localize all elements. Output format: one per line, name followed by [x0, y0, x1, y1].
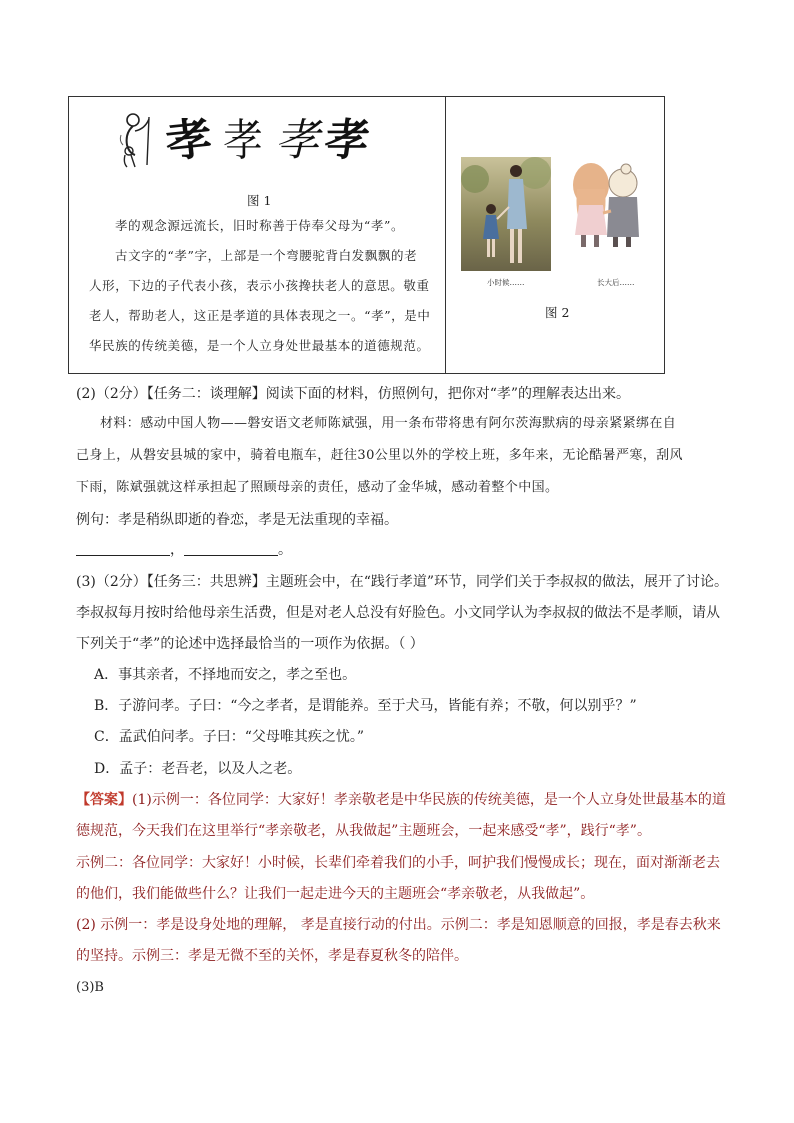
q3-option-d[interactable]: D．孟子：老吾老，以及人之老。 [94, 761, 302, 777]
answer-blank-1[interactable] [76, 541, 170, 556]
fig1-text-line-2: 古文字的“孝”字，上部是一个弯腰驼背白发飘飘的老 [115, 248, 418, 263]
q3-option-b[interactable]: B．子游问孝。子曰：“今之孝者，是谓能养。至于犬马，皆能有养；不敬，何以别乎？” [94, 698, 637, 714]
answer-2-line-2: 的坚持。示例三：孝是无微不至的关怀，孝是春夏秋冬的陪伴。 [76, 948, 468, 964]
figure-box [68, 96, 665, 374]
glyph-seal: 孝 [223, 115, 263, 166]
answer-line-1 [76, 790, 726, 810]
fig2-label-childhood: 小时候…… [487, 278, 525, 287]
mother-child-photo [461, 157, 551, 271]
figure-1-caption: 图 1 [247, 193, 272, 208]
answer-1-line-4: 的他们，我们能做些什么？让我们一起走进今天的主题班会“孝亲敬老，从我做起”。 [76, 886, 595, 902]
q2-material-line-2: 己身上，从磐安县城的家中，骑着电瓶车，赶往30公里以外的学校上班，多年来，无论酷暑严寒，刮风 [76, 448, 683, 463]
figure-2-caption: 图 2 [545, 305, 570, 320]
answer-2-line-1: (2) 示例一：孝是设身处地的理解， 孝是直接行动的付出。示例二：孝是知恩顺意的回报，孝是春去秋来 [76, 917, 721, 933]
answer-1-line-1: (1)示例一：各位同学：大家好！孝亲敬老是中华民族的传统美德，是一个人立身处世最基本的道 [132, 792, 726, 808]
answer-3: (3)B [76, 980, 104, 995]
q3-option-c[interactable]: C．孟武伯问孝。子曰：“父母唯其疾之忧。” [94, 729, 365, 745]
glyph-running: 孝 [321, 115, 373, 166]
q2-material-line-1: 材料：感动中国人物——磐安语文老师陈斌强，用一条布带将患有阿尔茨海默病的母亲紧紧绑在自 [100, 416, 677, 431]
glyph-clerical: 孝 [275, 115, 319, 166]
answer-1-line-2: 德规范，今天我们在这里举行“孝亲敬老，从我做起”主题班会，一起来感受“孝”，践行“孝”。 [76, 823, 651, 839]
fig1-text-line-5: 华民族的传统美德，是一个人立身处世最基本的道德规范。 [89, 338, 430, 353]
q2-answer-blanks [76, 540, 292, 560]
glyph-oracle: 孝 [163, 112, 215, 169]
blank-end: 。 [278, 542, 292, 558]
q2-material-line-3: 下雨，陈斌强就这样承担起了照顾母亲的责任，感动了金华城，感动着整个中国。 [76, 480, 559, 495]
q2-example: 例句：孝是稍纵即逝的眷恋，孝是无法重现的幸福。 [76, 512, 398, 528]
q3-line-2: 李叔叔每月按时给他母亲生活费，但是对老人总没有好脸色。小文同学认为李叔叔的做法不是孝顺，请从 [76, 605, 720, 621]
answer-blank-2[interactable] [184, 541, 278, 556]
elder-with-child-illustration [117, 111, 159, 169]
q3-option-a[interactable]: A．事其亲者，不择地而安之，孝之至也。 [94, 667, 357, 683]
answer-tag: 【答案】 [76, 792, 132, 808]
fig1-text-line-3: 人形，下边的子代表小孩，表示小孩搀扶老人的意思。敬重 [89, 278, 430, 293]
q3-line-1: (3)（2分）【任务三：共思辨】主题班会中，在“践行孝道”环节，同学们关于李叔叔的做法，展开了讨论。 [76, 574, 729, 590]
q2-title: (2)（2分）【任务二：谈理解】阅读下面的材料，仿照例句，把你对“孝”的理解表达出来。 [76, 386, 631, 402]
grownup-elder-cartoon [563, 155, 649, 251]
q3-line-3: 下列关于“孝”的论述中选择最恰当的一项作为依据。（ ） [76, 636, 424, 652]
fig2-label-grown-up: 长大后…… [597, 278, 635, 287]
fig1-text-line-1: 孝的观念源远流长，旧时称善于侍奉父母为“孝”。 [115, 218, 405, 233]
blank-separator: ， [170, 542, 184, 558]
answer-1-line-3: 示例二：各位同学：大家好！小时候，长辈们牵着我们的小手，呵护我们慢慢成长；现在，面对渐渐老去 [76, 855, 720, 871]
fig1-text-line-4: 老人，帮助老人，这正是孝道的具体表现之一。“孝”，是中 [89, 308, 431, 323]
figure-divider [445, 97, 446, 373]
